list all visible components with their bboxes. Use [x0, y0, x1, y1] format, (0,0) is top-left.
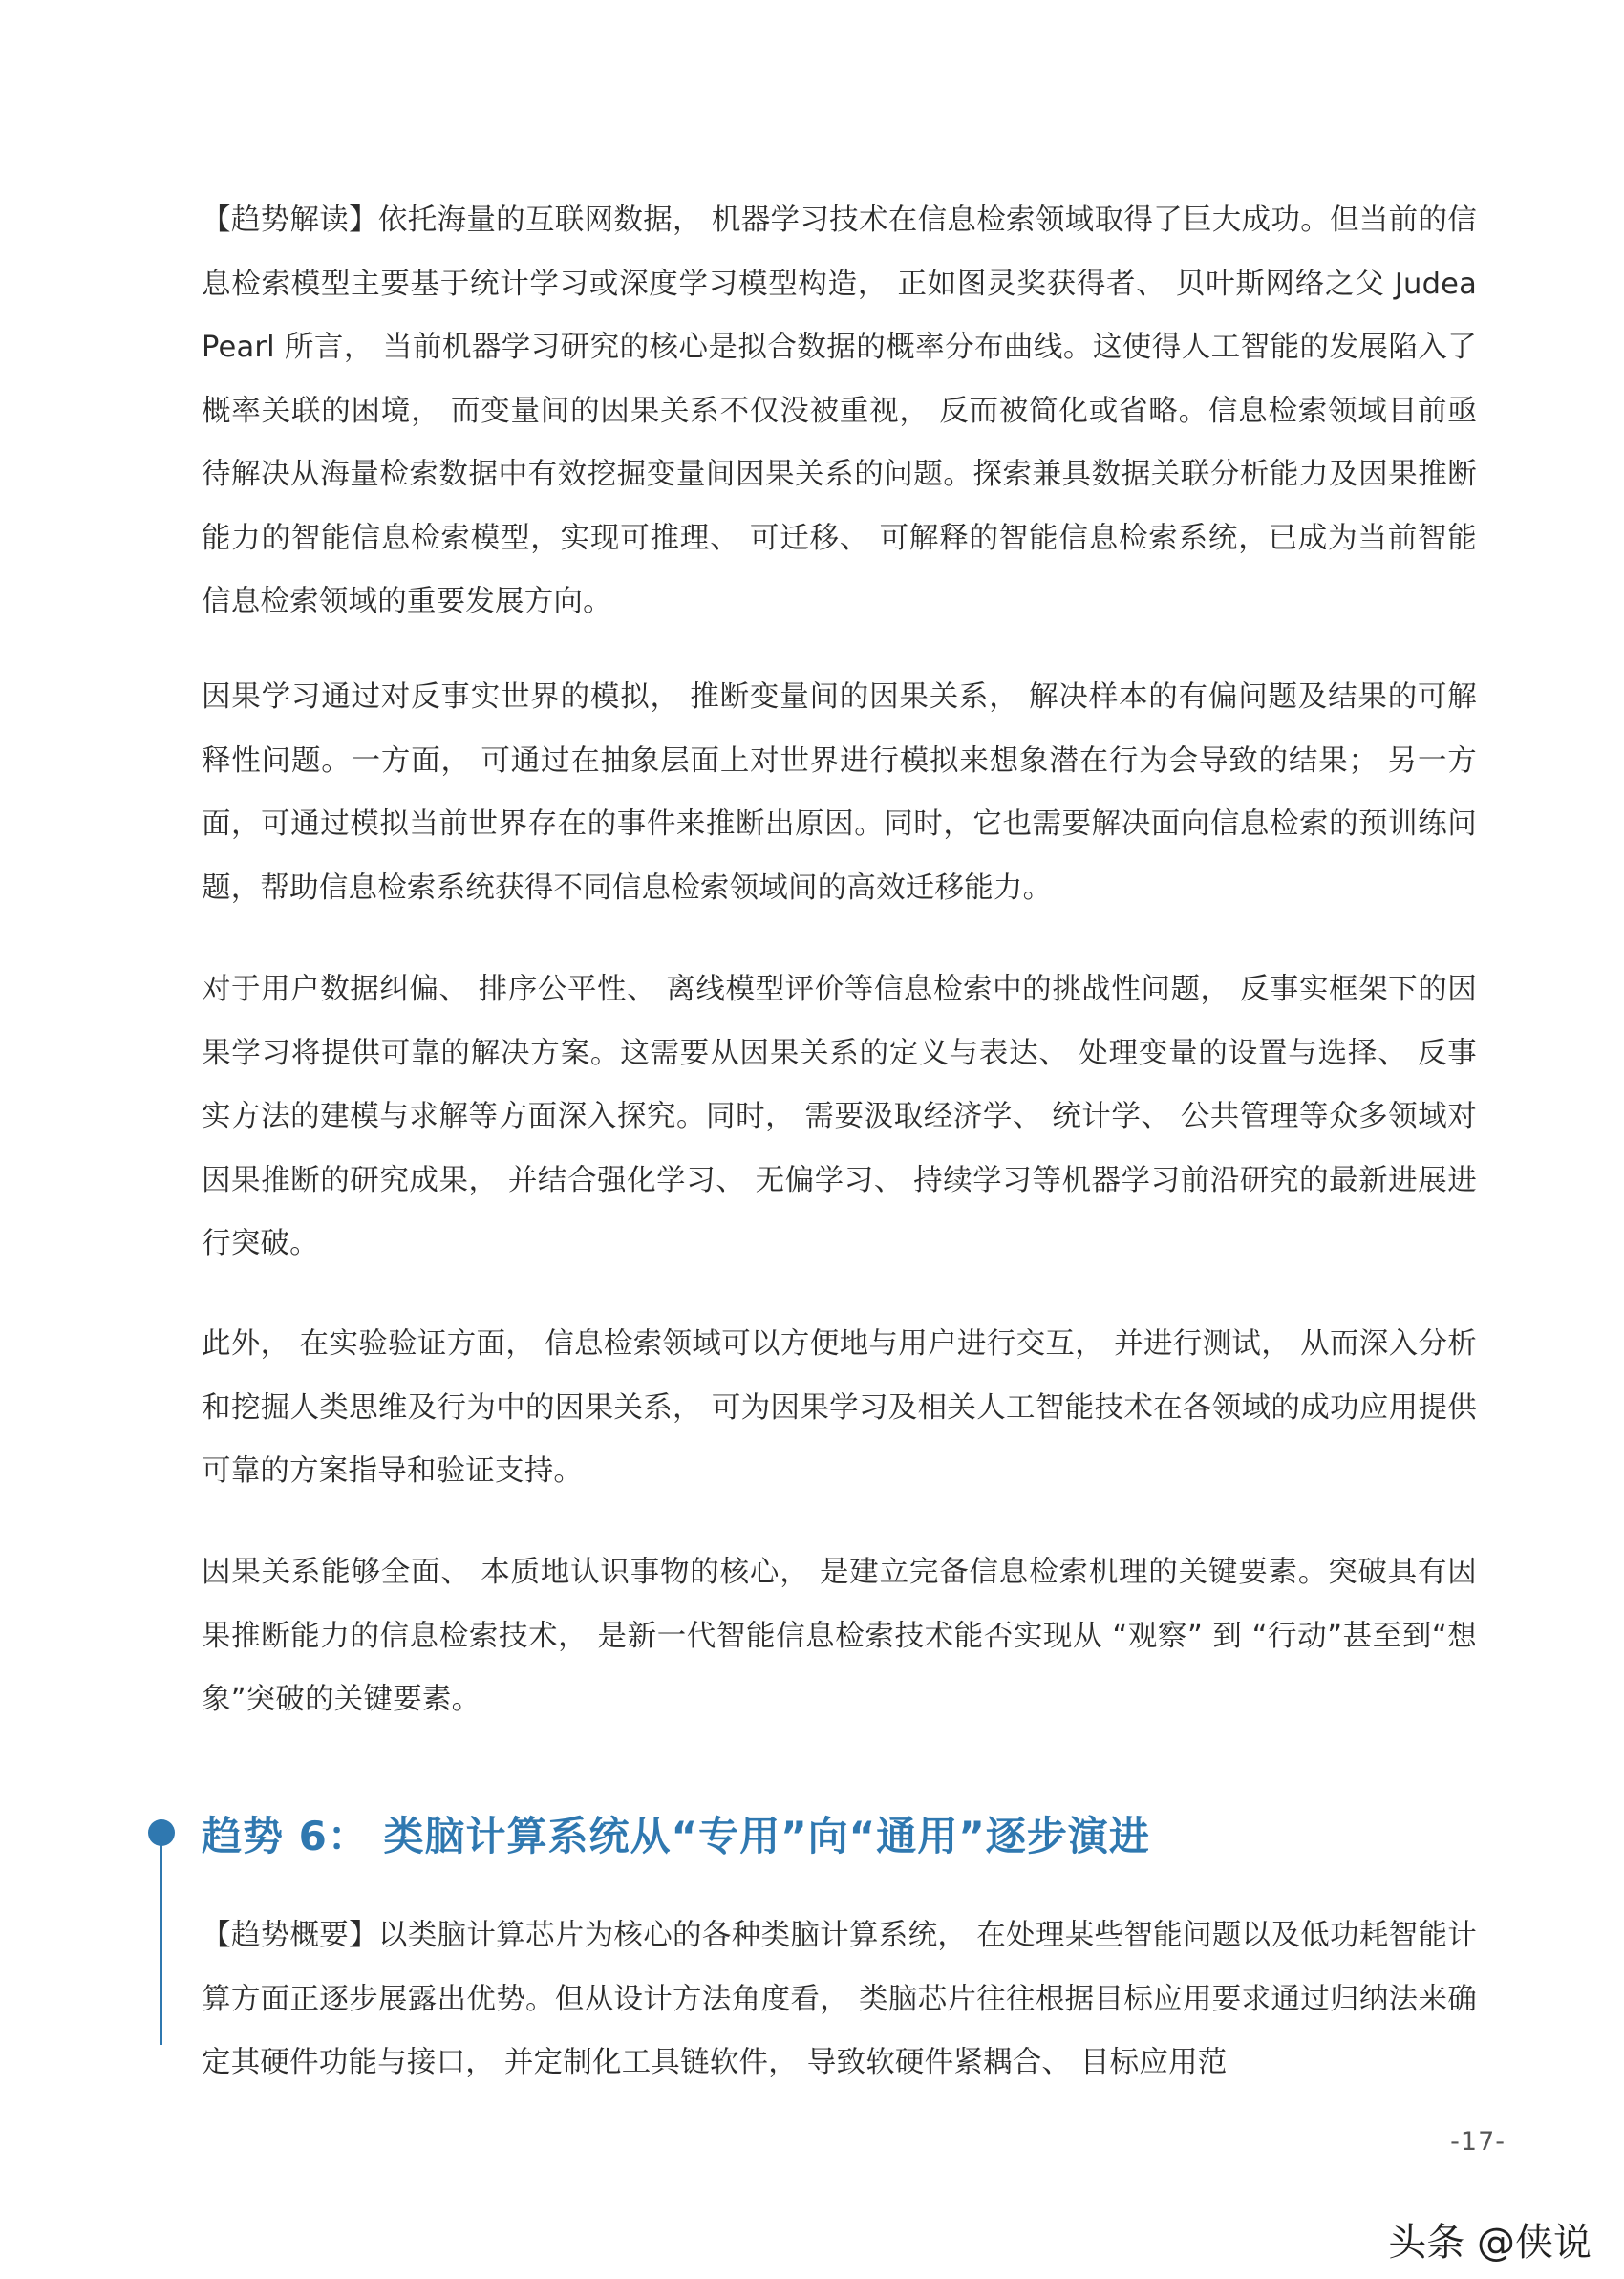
section-marker-line	[160, 1844, 162, 2045]
body-paragraph-experimental-validation: 此外， 在实验验证方面， 信息检索领域可以方便地与用户进行交互， 并进行测试， 从而深入分析和挖掘人类思维及行为中的因果关系， 可为因果学习及相关人工智能技术在各领域的成功应用提供可靠的方案指导和验证支持。	[202, 1327, 1477, 1488]
body-paragraph-counterfactual-framework: 对于用户数据纠偏、 排序公平性、 离线模型评价等信息检索中的挑战性问题， 反事实框架下的因果学习将提供可靠的解决方案。这需要从因果关系的定义与表达、 处理变量的设置与选择、 反事实方法的建模与求解等方面深入探究。同时， 需要汲取经济学、 统计学、 公共管理等众多领域对因果推断的研究成果， 并结合强化学习、 无偏学习、 持续学习等机器学习前沿研究的最新进展进行突破。	[202, 973, 1477, 1260]
body-paragraph-trend-overview: 【趋势概要】以类脑计算芯片为核心的各种类脑计算系统， 在处理某些智能问题以及低功耗智能计算方面正逐步展露出优势。但从设计方法角度看， 类脑芯片往往根据目标应用要求通过归纳法来确定其硬件功能与接口， 并定制化工具链软件， 导致软硬件紧耦合、 目标应用范	[202, 1919, 1477, 2079]
body-paragraph-causal-learning: 因果学习通过对反事实世界的模拟， 推断变量间的因果关系， 解决样本的有偏问题及结果的可解释性问题。一方面， 可通过在抽象层面上对世界进行模拟来想象潜在行为会导致的结果； 另一方面，可通过模拟当前世界存在的事件来推断出原因。同时，它也需要解决面向信息检索的预训练问题，帮助信息检索系统获得不同信息检索领域间的高效迁移能力。	[202, 680, 1477, 905]
page-number: -17-	[1450, 2127, 1506, 2157]
section-marker-dot	[148, 1819, 175, 1846]
section-title: 趋势 6： 类脑计算系统从“专用”向“通用”逐步演进	[202, 1813, 1150, 1860]
body-paragraph-trend-interpretation: 【趋势解读】依托海量的互联网数据， 机器学习技术在信息检索领域取得了巨大成功。但当前的信息检索模型主要基于统计学习或深度学习模型构造， 正如图灵奖获得者、 贝叶斯网络之父 Judea Pearl 所言， 当前机器学习研究的核心是拟合数据的概率分布曲线。这使得人工智能的发展陷入了概率关联的困境， 而变量间的因果关系不仅没被重视， 反而被简化或省略。信息检索领域目前亟待解决从海量检索数据中有效挖掘变量间因果关系的问题。探索兼具数据关联分析能力及因果推断能力的智能信息检索模型，实现可推理、 可迁移、 可解释的智能信息检索系统，已成为当前智能信息检索领域的重要发展方向。	[202, 204, 1477, 618]
watermark: 头条 @侠说	[1388, 2221, 1592, 2265]
body-paragraph-causality-key-element: 因果关系能够全面、 本质地认识事物的核心， 是建立完备信息检索机理的关键要素。突破具有因果推断能力的信息检索技术， 是新一代智能信息检索技术能否实现从 “观察” 到 “行动”甚至到“想象”突破的关键要素。	[202, 1556, 1477, 1716]
